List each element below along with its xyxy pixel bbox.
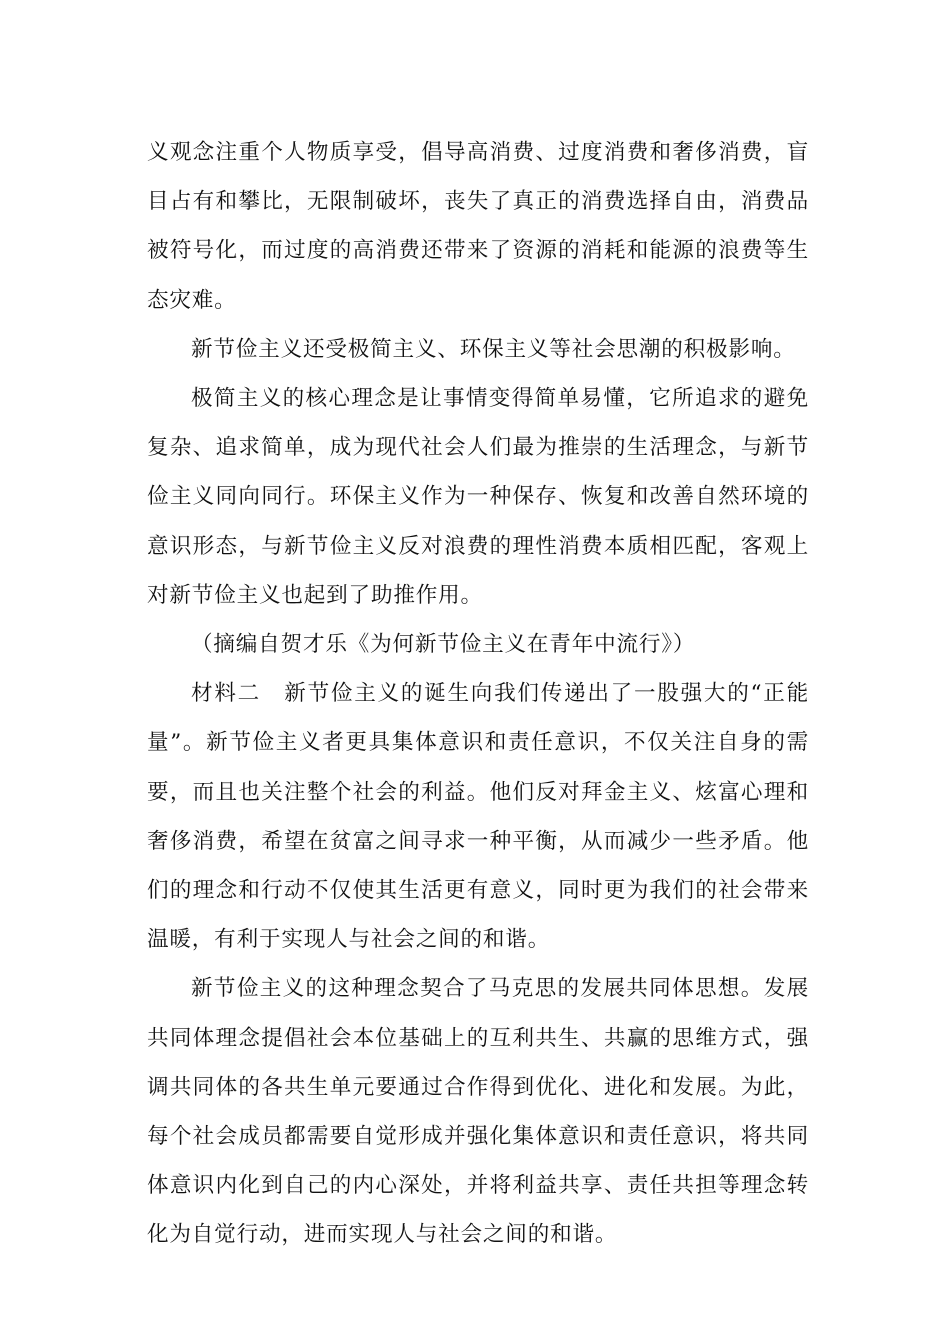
source-citation: （摘编自贺才乐《为何新节俭主义在青年中流行》） [191, 632, 696, 658]
paragraph: 极简主义的核心理念是让事情变得简单易懂，它所追求的避免复杂、追求简单，成为现代社会人们最为推崇的生活理念，与新节俭主义同向同行。环保主义作为一种保存、恢复和改善自然环境的意识形态，与新节俭主义反对浪费的理性消费本质相匹配，客观上对新节俭主义也起到了助推作用。 [147, 386, 809, 608]
paragraph: 新节俭主义还受极简主义、环保主义等社会思潮的积极影响。 [191, 336, 796, 362]
paragraph-continuation: 义观念注重个人物质享受，倡导高消费、过度消费和奢侈消费，盲目占有和攀比，无限制破坏，丧失了真正的消费选择自由，消费品被符号化，而过度的高消费还带来了资源的消耗和能源的浪费等生态灾难。 [147, 140, 809, 313]
paragraph: 新节俭主义的这种理念契合了马克思的发展共同体思想。发展共同体理念提倡社会本位基础上的互利共生、共赢的思维方式，强调共同体的各共生单元要通过合作得到优化、进化和发展。为此，每个社会成员都需要自觉形成并强化集体意识和责任意识，将共同体意识内化到自己的内心深处，并将利益共享、责任共担等理念转化为自觉行动，进而实现人与社会之间的和谐。 [147, 976, 809, 1248]
paragraph-material-two: 材料二 新节俭主义的诞生向我们传递出了一股强大的“正能量”。新节俭主义者更具集体意识和责任意识，不仅关注自身的需要，而且也关注整个社会的利益。他们反对拜金主义、炫富心理和奢侈消费，希望在贫富之间寻求一种平衡，从而减少一些矛盾。他们的理念和行动不仅使其生活更有意义，同时更为我们的社会带来温暖，有利于实现人与社会之间的和谐。 [147, 681, 809, 953]
document-body [147, 128, 809, 1260]
